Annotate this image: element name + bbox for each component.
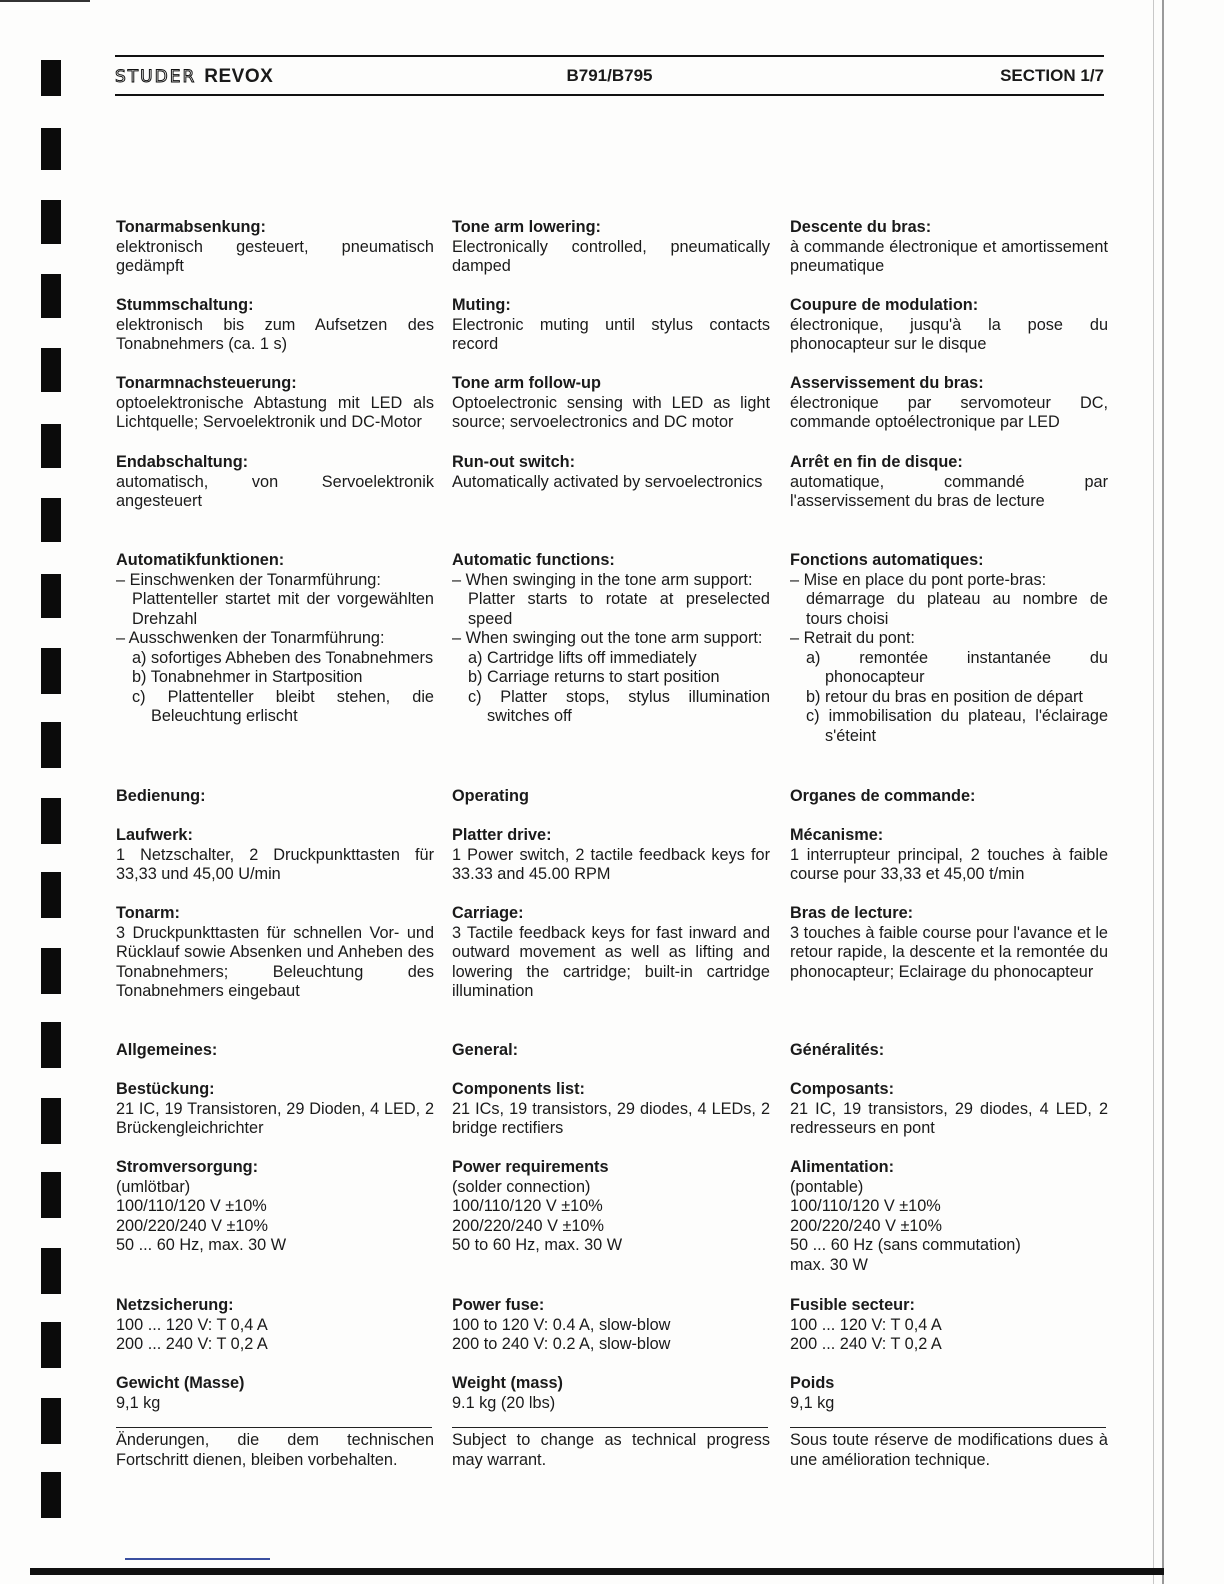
spec-text: Automatically activated by servoelectronics [452, 472, 763, 491]
section-operating [116, 787, 434, 807]
binder-punch-mark [41, 1322, 61, 1368]
spec-title: Weight (mass) [452, 1374, 563, 1392]
binder-punch-mark [41, 498, 61, 542]
binder-punch-mark [41, 1098, 61, 1144]
spec-power-fuse [116, 1296, 434, 1355]
sub-list-item: b) Carriage returns to start position [468, 668, 720, 686]
spec-power-requirements [116, 1158, 434, 1256]
spec-tonearm-lowering [452, 218, 770, 277]
spec-carriage [116, 904, 434, 1002]
footer-text: Subject to change as technical progress may warrant. [452, 1431, 770, 1469]
section-general [452, 1041, 770, 1061]
spec-text: 3 touches à faible course pour l'avance et le retour rapide, la descente et la remontée du phonocapteur; Eclairage du phonocapteur [790, 923, 1108, 981]
binder-punch-mark [41, 1472, 61, 1518]
section-heading: General: [452, 1041, 519, 1059]
binder-punch-mark [41, 200, 61, 244]
footer-rule [452, 1427, 768, 1428]
spec-automatic-functions [790, 551, 1108, 746]
spec-line: 100/110/120 V ±10% [452, 1197, 603, 1215]
binder-punch-mark [41, 872, 61, 918]
spec-text: 9.1 kg (20 lbs) [452, 1393, 556, 1412]
spec-tonearm-lowering [790, 218, 1108, 277]
spec-text: 1 Netzschalter, 2 Druckpunkttasten für 33,33 und 45,00 U/min [116, 845, 434, 883]
list-item-continuation: démarrage du plateau au nombre de tours choisi [806, 590, 1108, 628]
spec-line: 50 ... 60 Hz, max. 30 W [116, 1236, 287, 1254]
spec-text: 3 Tactile feedback keys for fast inward and outward movement as well as lifting and lowering the cartridge; built-in cartridge illumination [452, 923, 770, 1000]
spec-platter-drive [790, 826, 1108, 885]
spec-text: 21 IC, 19 Transistoren, 29 Dioden, 4 LED, 2 Brückengleichrichter [116, 1099, 434, 1137]
spec-line: 50 ... 60 Hz (sans commutation) [790, 1236, 1021, 1254]
spec-title: Components list: [452, 1080, 585, 1098]
spec-tonearm-follow-up [790, 374, 1108, 433]
binder-punch-mark [41, 274, 61, 318]
binder-punch-mark [41, 722, 61, 768]
spec-text: électronique par servomoteur DC, commande optoélectronique par LED [790, 393, 1108, 431]
spec-power-fuse [452, 1296, 770, 1355]
spec-text: 21 IC, 19 transistors, 29 diodes, 4 LED, 2 redresseurs en pont [790, 1099, 1108, 1137]
spec-run-out-switch [452, 453, 770, 492]
spec-title: Composants: [790, 1080, 895, 1098]
spec-line: 100 to 120 V: 0.4 A, slow-blow [452, 1315, 671, 1334]
spec-weight [116, 1374, 434, 1413]
sub-list-item: b) Tonabnehmer in Startposition [132, 668, 363, 686]
spec-line: 200 ... 240 V: T 0,2 A [116, 1335, 268, 1353]
spec-text: automatique, commandé par l'asservissement du bras de lecture [790, 472, 1108, 510]
spec-title: Automatic functions: [452, 551, 615, 569]
footer-note [116, 1431, 434, 1470]
spec-title: Arrêt en fin de disque: [790, 453, 963, 471]
spec-title: Power requirements [452, 1158, 609, 1176]
spec-text: Electronically controlled, pneumatically damped [452, 237, 770, 275]
footer-note [790, 1431, 1108, 1470]
spec-line: 50 to 60 Hz, max. 30 W [452, 1236, 623, 1254]
spec-carriage [452, 904, 770, 1002]
binder-punch-mark [41, 128, 61, 170]
binder-punch-mark [41, 1022, 61, 1068]
spec-line: (umlötbar) [116, 1177, 191, 1196]
spec-title: Stummschaltung: [116, 296, 254, 314]
section-heading: Généralités: [790, 1041, 885, 1059]
spec-line: 100/110/120 V ±10% [790, 1197, 941, 1215]
section-heading: Bedienung: [116, 787, 206, 805]
spec-run-out-switch [116, 453, 434, 512]
spec-text: elektronisch bis zum Aufsetzen des Tonabnehmers (ca. 1 s) [116, 315, 434, 353]
spec-title: Stromversorgung: [116, 1158, 259, 1176]
list-item-continuation: Plattenteller startet mit der vorgewählten Drehzahl [132, 590, 434, 628]
section-general [790, 1041, 1108, 1061]
spec-power-requirements [452, 1158, 770, 1256]
spec-title: Mécanisme: [790, 826, 884, 844]
spec-line: 200/220/240 V ±10% [790, 1216, 942, 1235]
section-heading: Allgemeines: [116, 1041, 218, 1059]
list-item: – Ausschwenken der Tonarmführung: [116, 629, 385, 647]
spec-title: Fusible secteur: [790, 1296, 915, 1314]
spec-line: max. 30 W [790, 1255, 868, 1274]
binder-punch-mark [41, 348, 61, 392]
binder-punch-mark [41, 798, 61, 844]
binder-punch-mark [41, 648, 61, 694]
spec-title: Tone arm lowering: [452, 218, 601, 236]
spec-title: Bestückung: [116, 1080, 215, 1098]
spec-line: 100 ... 120 V: T 0,4 A [116, 1315, 268, 1334]
spec-text: 9,1 kg [790, 1393, 835, 1412]
spec-title: Netzsicherung: [116, 1296, 234, 1314]
brand-studer: STUDER [115, 67, 197, 87]
scan-edge-right-inner [1153, 0, 1154, 1584]
list-item: – When swinging out the tone arm support: [452, 629, 763, 647]
section-heading: Organes de commande: [790, 787, 976, 805]
spec-text: 1 interrupteur principal, 2 touches à faible course pour 33,33 et 45,00 t/min [790, 845, 1108, 883]
spec-line: 100 ... 120 V: T 0,4 A [790, 1315, 942, 1334]
spec-title: Alimentation: [790, 1158, 895, 1176]
spec-power-requirements [790, 1158, 1108, 1275]
spec-title: Platter drive: [452, 826, 552, 844]
binder-punch-mark [41, 574, 61, 618]
spec-text: 9,1 kg [116, 1393, 161, 1412]
spec-line: 100/110/120 V ±10% [116, 1197, 267, 1215]
footer-rule [790, 1427, 1106, 1428]
spec-text: Electronic muting until stylus contacts record [452, 315, 770, 353]
header-top-rule [115, 55, 1104, 57]
sub-list-item: a) Cartridge lifts off immediately [468, 648, 697, 667]
spec-title: Fonctions automatiques: [790, 551, 984, 569]
spec-text: automatisch, von Servoelektronik angesteuert [116, 472, 434, 510]
footer-rule [116, 1427, 432, 1428]
scan-edge-right [1162, 0, 1164, 1584]
spec-automatic-functions [452, 551, 770, 727]
footer-text: Änderungen, die dem technischen Fortschritt dienen, bleiben vorbehalten. [116, 1431, 434, 1469]
spec-line: (solder connection) [452, 1177, 591, 1196]
spec-text: optoelektronische Abtastung mit LED als Lichtquelle; Servoelektronik und DC-Motor [116, 393, 434, 431]
spec-line: 200/220/240 V ±10% [116, 1216, 268, 1235]
spec-title: Muting: [452, 296, 511, 314]
spec-title: Descente du bras: [790, 218, 932, 236]
scan-edge-top [0, 0, 90, 2]
footer-note [452, 1431, 770, 1470]
spec-title: Tonarmnachsteuerung: [116, 374, 297, 392]
spec-title: Tonarmabsenkung: [116, 218, 266, 236]
section-general [116, 1041, 434, 1061]
binder-punch-mark [41, 1172, 61, 1218]
section-operating [452, 787, 770, 807]
spec-text: électronique, jusqu'à la pose du phonocapteur sur le disque [790, 315, 1108, 353]
spec-line: (pontable) [790, 1177, 864, 1196]
spec-platter-drive [116, 826, 434, 885]
spec-title: Run-out switch: [452, 453, 575, 471]
sub-list-item: c) Plattenteller bleibt stehen, die Beleuchtung erlischt [132, 687, 434, 725]
spec-line: 200 to 240 V: 0.2 A, slow-blow [452, 1335, 671, 1353]
spec-title: Bras de lecture: [790, 904, 914, 922]
section-operating [790, 787, 1108, 807]
spec-title: Automatikfunktionen: [116, 551, 285, 569]
model-number: B791/B795 [566, 66, 653, 85]
page-header [115, 66, 1104, 90]
spec-automatic-functions [116, 551, 434, 727]
sub-list-item: c) Platter stops, stylus illumination switches off [468, 687, 770, 725]
spec-tonearm-follow-up [452, 374, 770, 433]
section-number: SECTION 1/7 [1000, 66, 1104, 85]
sub-list-item: a) remontée instantanée du phonocapteur [806, 648, 1108, 686]
list-item: – Retrait du pont: [790, 629, 915, 647]
spec-components [790, 1080, 1108, 1139]
spec-title: Tone arm follow-up [452, 374, 601, 392]
spec-tonearm-lowering [116, 218, 434, 277]
scan-edge-bottom [30, 1568, 1164, 1575]
binder-punch-mark [41, 60, 61, 96]
spec-tonearm-follow-up [116, 374, 434, 433]
spec-title: Endabschaltung: [116, 453, 249, 471]
scan-mark-bottom [125, 1558, 270, 1560]
spec-text: 1 Power switch, 2 tactile feedback keys for 33.33 and 45.00 RPM [452, 845, 770, 883]
spec-title: Poids [790, 1374, 835, 1392]
spec-muting [790, 296, 1108, 355]
spec-components [116, 1080, 434, 1139]
spec-muting [452, 296, 770, 355]
header-bottom-rule [115, 94, 1104, 96]
spec-platter-drive [452, 826, 770, 885]
spec-title: Asservissement du bras: [790, 374, 984, 392]
spec-text: 21 ICs, 19 transistors, 29 diodes, 4 LEDs, 2 bridge rectifiers [452, 1099, 770, 1137]
spec-components [452, 1080, 770, 1139]
spec-text: elektronisch gesteuert, pneumatisch gedämpft [116, 237, 434, 275]
list-item-continuation: Platter starts to rotate at preselected speed [468, 590, 770, 628]
spec-title: Tonarm: [116, 904, 180, 922]
spec-carriage [790, 904, 1108, 982]
spec-title: Laufwerk: [116, 826, 193, 844]
spec-title: Gewicht (Masse) [116, 1374, 245, 1392]
spec-title: Power fuse: [452, 1296, 545, 1314]
spec-power-fuse [790, 1296, 1108, 1355]
spec-title: Carriage: [452, 904, 524, 922]
spec-line: 200 ... 240 V: T 0,2 A [790, 1335, 942, 1353]
sub-list-item: a) sofortiges Abheben des Tonabnehmers [132, 648, 434, 667]
spec-line: 200/220/240 V ±10% [452, 1216, 604, 1235]
footer-text: Sous toute réserve de modifications dues à une amélioration technique. [790, 1431, 1108, 1469]
spec-title: Coupure de modulation: [790, 296, 979, 314]
spec-text: Optoelectronic sensing with LED as light source; servoelectronics and DC motor [452, 393, 770, 431]
section-heading: Operating [452, 787, 529, 805]
list-item: – Mise en place du pont porte-bras: [790, 570, 1047, 589]
list-item: – Einschwenken der Tonarmführung: [116, 570, 381, 589]
spec-muting [116, 296, 434, 355]
binder-punch-mark [41, 1398, 61, 1444]
list-item: – When swinging in the tone arm support: [452, 570, 753, 589]
binder-punch-mark [41, 1248, 61, 1294]
brand-revox: REVOX [204, 66, 274, 87]
spec-text: 3 Druckpunkttasten für schnellen Vor- und Rücklauf sowie Absenken und Anheben des Tonabnehmers; Beleuchtung des Tonabnehmers eingebaut [116, 923, 434, 1000]
spec-run-out-switch [790, 453, 1108, 512]
spec-text: à commande électronique et amortissement pneumatique [790, 237, 1108, 275]
spec-weight [790, 1374, 1108, 1413]
sub-list-item: b) retour du bras en position de départ [806, 687, 1083, 706]
binder-punch-mark [41, 948, 61, 994]
spec-weight [452, 1374, 770, 1413]
binder-punch-mark [41, 424, 61, 468]
sub-list-item: c) immobilisation du plateau, l'éclairage s'éteint [806, 707, 1108, 745]
